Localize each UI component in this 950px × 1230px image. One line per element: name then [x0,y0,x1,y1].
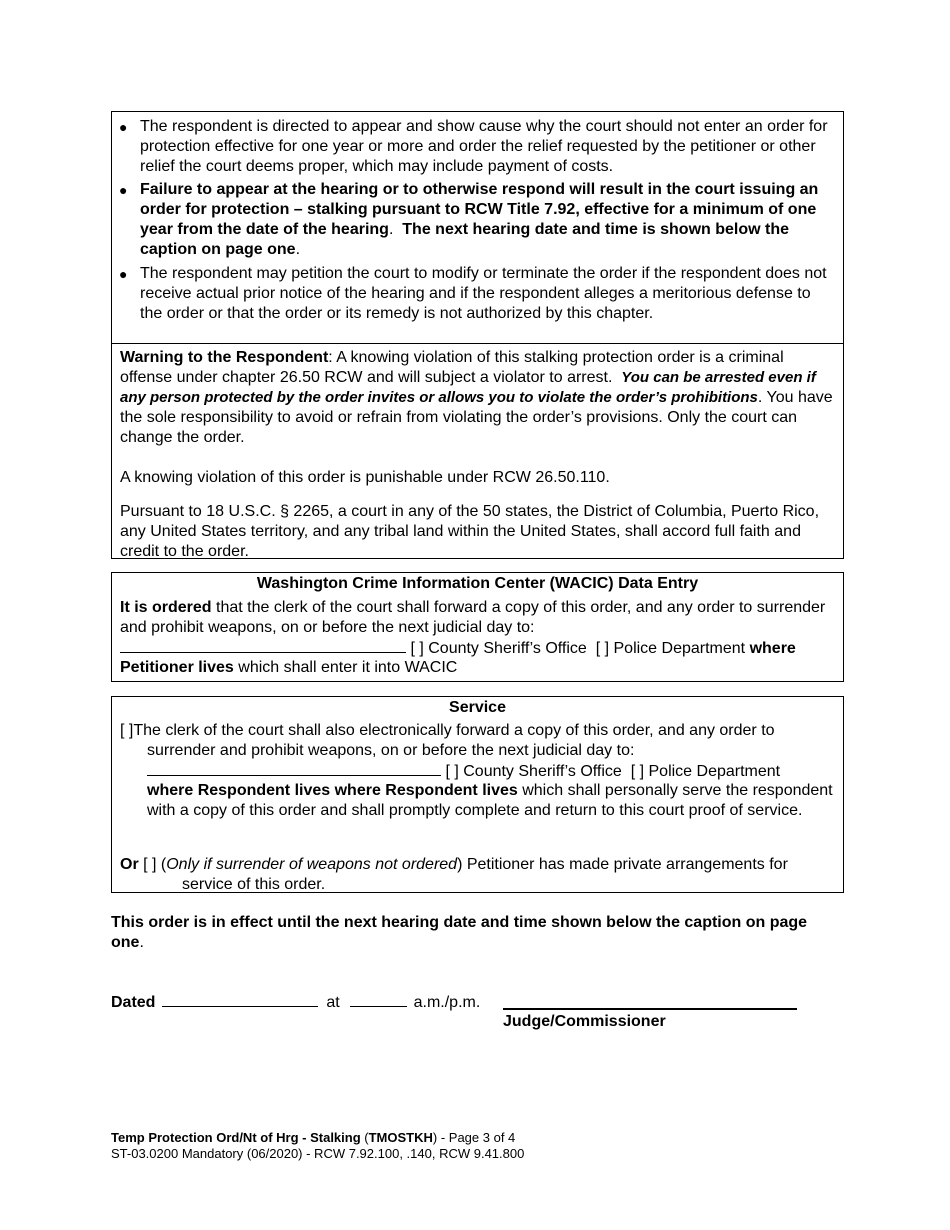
service-agency-line [147,761,839,782]
agency-blank[interactable] [120,638,406,653]
private-service-checkbox[interactable]: [ ] ( [138,856,167,873]
bullet-list [112,112,843,344]
private-service-line2: service of this order. [182,876,326,893]
wacic-agency-line: [ ] County Sheriff’s Office [ ] Police Department where [120,638,840,659]
footer [111,1130,524,1162]
service-box [111,696,844,893]
judge-label: Judge/Commissioner [503,1013,666,1030]
service-police-checkbox[interactable]: [ ] Police Department [630,763,781,780]
warning-section [120,348,836,562]
judge-signature-line[interactable] [503,1008,797,1010]
service-sheriff-checkbox[interactable]: [ ] County Sheriff’s Office [445,763,622,780]
footer-form-number: ST-03.0200 Mandatory (06/2020) - RCW 7.92.100, .140, RCW 9.41.800 [111,1146,525,1161]
wacic-ordered-text: It is ordered that the clerk of the court shall forward a copy of this order, and any order to surrender and prohibit weapons, on or before the next judicial day to: [120,599,826,636]
bullet-petition-modify: ● The respondent may petition the court to modify or terminate the order if the respondent does not receive actual prior notice of the hearing and if the respondent alleges a meritorious defense to the order or that the order or its remedy is not authorized by this chapter. [119,265,827,322]
sheriff-checkbox[interactable]: [ ] County Sheriff’s Office [410,640,587,657]
private-service-line1: Or [ ] (Only if surrender of weapons not ordered) Petitioner has made private arrangements for [120,856,788,873]
service-title: Service [449,699,506,716]
warning-paragraph: Warning to the Respondent: A knowing violation of this stalking protection order is a criminal offense under chapter 26.50 RCW and will subject a violator to arrest. You can be arrested even if any person protected by the order invites or allows you to violate the order’s prohibitions. You have the sole responsibility to avoid or refrain from violating the order’s provisions. Only the court can change the order. [120,349,833,446]
dated-line: Dated at a.m./p.m. [111,994,481,1011]
service-agency-blank[interactable] [147,761,441,776]
bullet-icon: ● [119,182,128,198]
footer-form-title: Temp Protection Ord/Nt of Hrg - Stalking (TMOSTKH) - Page 3 of 4 [111,1130,516,1145]
time-field[interactable] [350,992,407,1007]
wacic-box [111,572,844,682]
clerk-forward-line1[interactable]: [ ]The clerk of the court shall also electronically forward a copy of this order, and any order to [120,722,775,739]
bullet-icon: ● [119,119,128,135]
police-checkbox[interactable]: [ ] Police Department [595,640,746,657]
bullet-show-cause: ● The respondent is directed to appear and show cause why the court should not enter an order for protection effective for one year or more and order the relief requested by the petitioner or other relief the court deems proper, which may include payment of costs. [119,118,828,175]
wacic-enter-text: Petitioner lives which shall enter it into WACIC [120,659,458,676]
bullet-failure-to-appear: ● Failure to appear at the hearing or to otherwise respond will result in the court issuing an order for protection – stalking pursuant to RCW Title 7.92, effective for a minimum of one year from the date of the hearing. The next hearing date and time is shown below the caption on page one. [119,181,819,258]
order-box [111,111,844,559]
bullet-icon: ● [119,266,128,282]
service-respondent-text: where Respondent lives where Respondent lives which shall personally serve the respondent with a copy of this order and shall promptly complete and return to this court proof of service. [147,782,833,819]
punishable-paragraph: A knowing violation of this order is punishable under RCW 26.50.110. [120,469,610,486]
full-faith-paragraph: Pursuant to 18 U.S.C. § 2265, a court in any of the 50 states, the District of Columbia, Puerto Rico, any United States territory, and any tribal land within the United States, shall accord full faith and credit to the order. [120,503,820,560]
date-field[interactable] [162,992,318,1007]
effect-statement: This order is in effect until the next hearing date and time shown below the caption on page one. [111,914,808,951]
clerk-forward-line2: surrender and prohibit weapons, on or before the next judicial day to: [147,742,635,759]
wacic-title: Washington Crime Information Center (WACIC) Data Entry [256,575,699,592]
